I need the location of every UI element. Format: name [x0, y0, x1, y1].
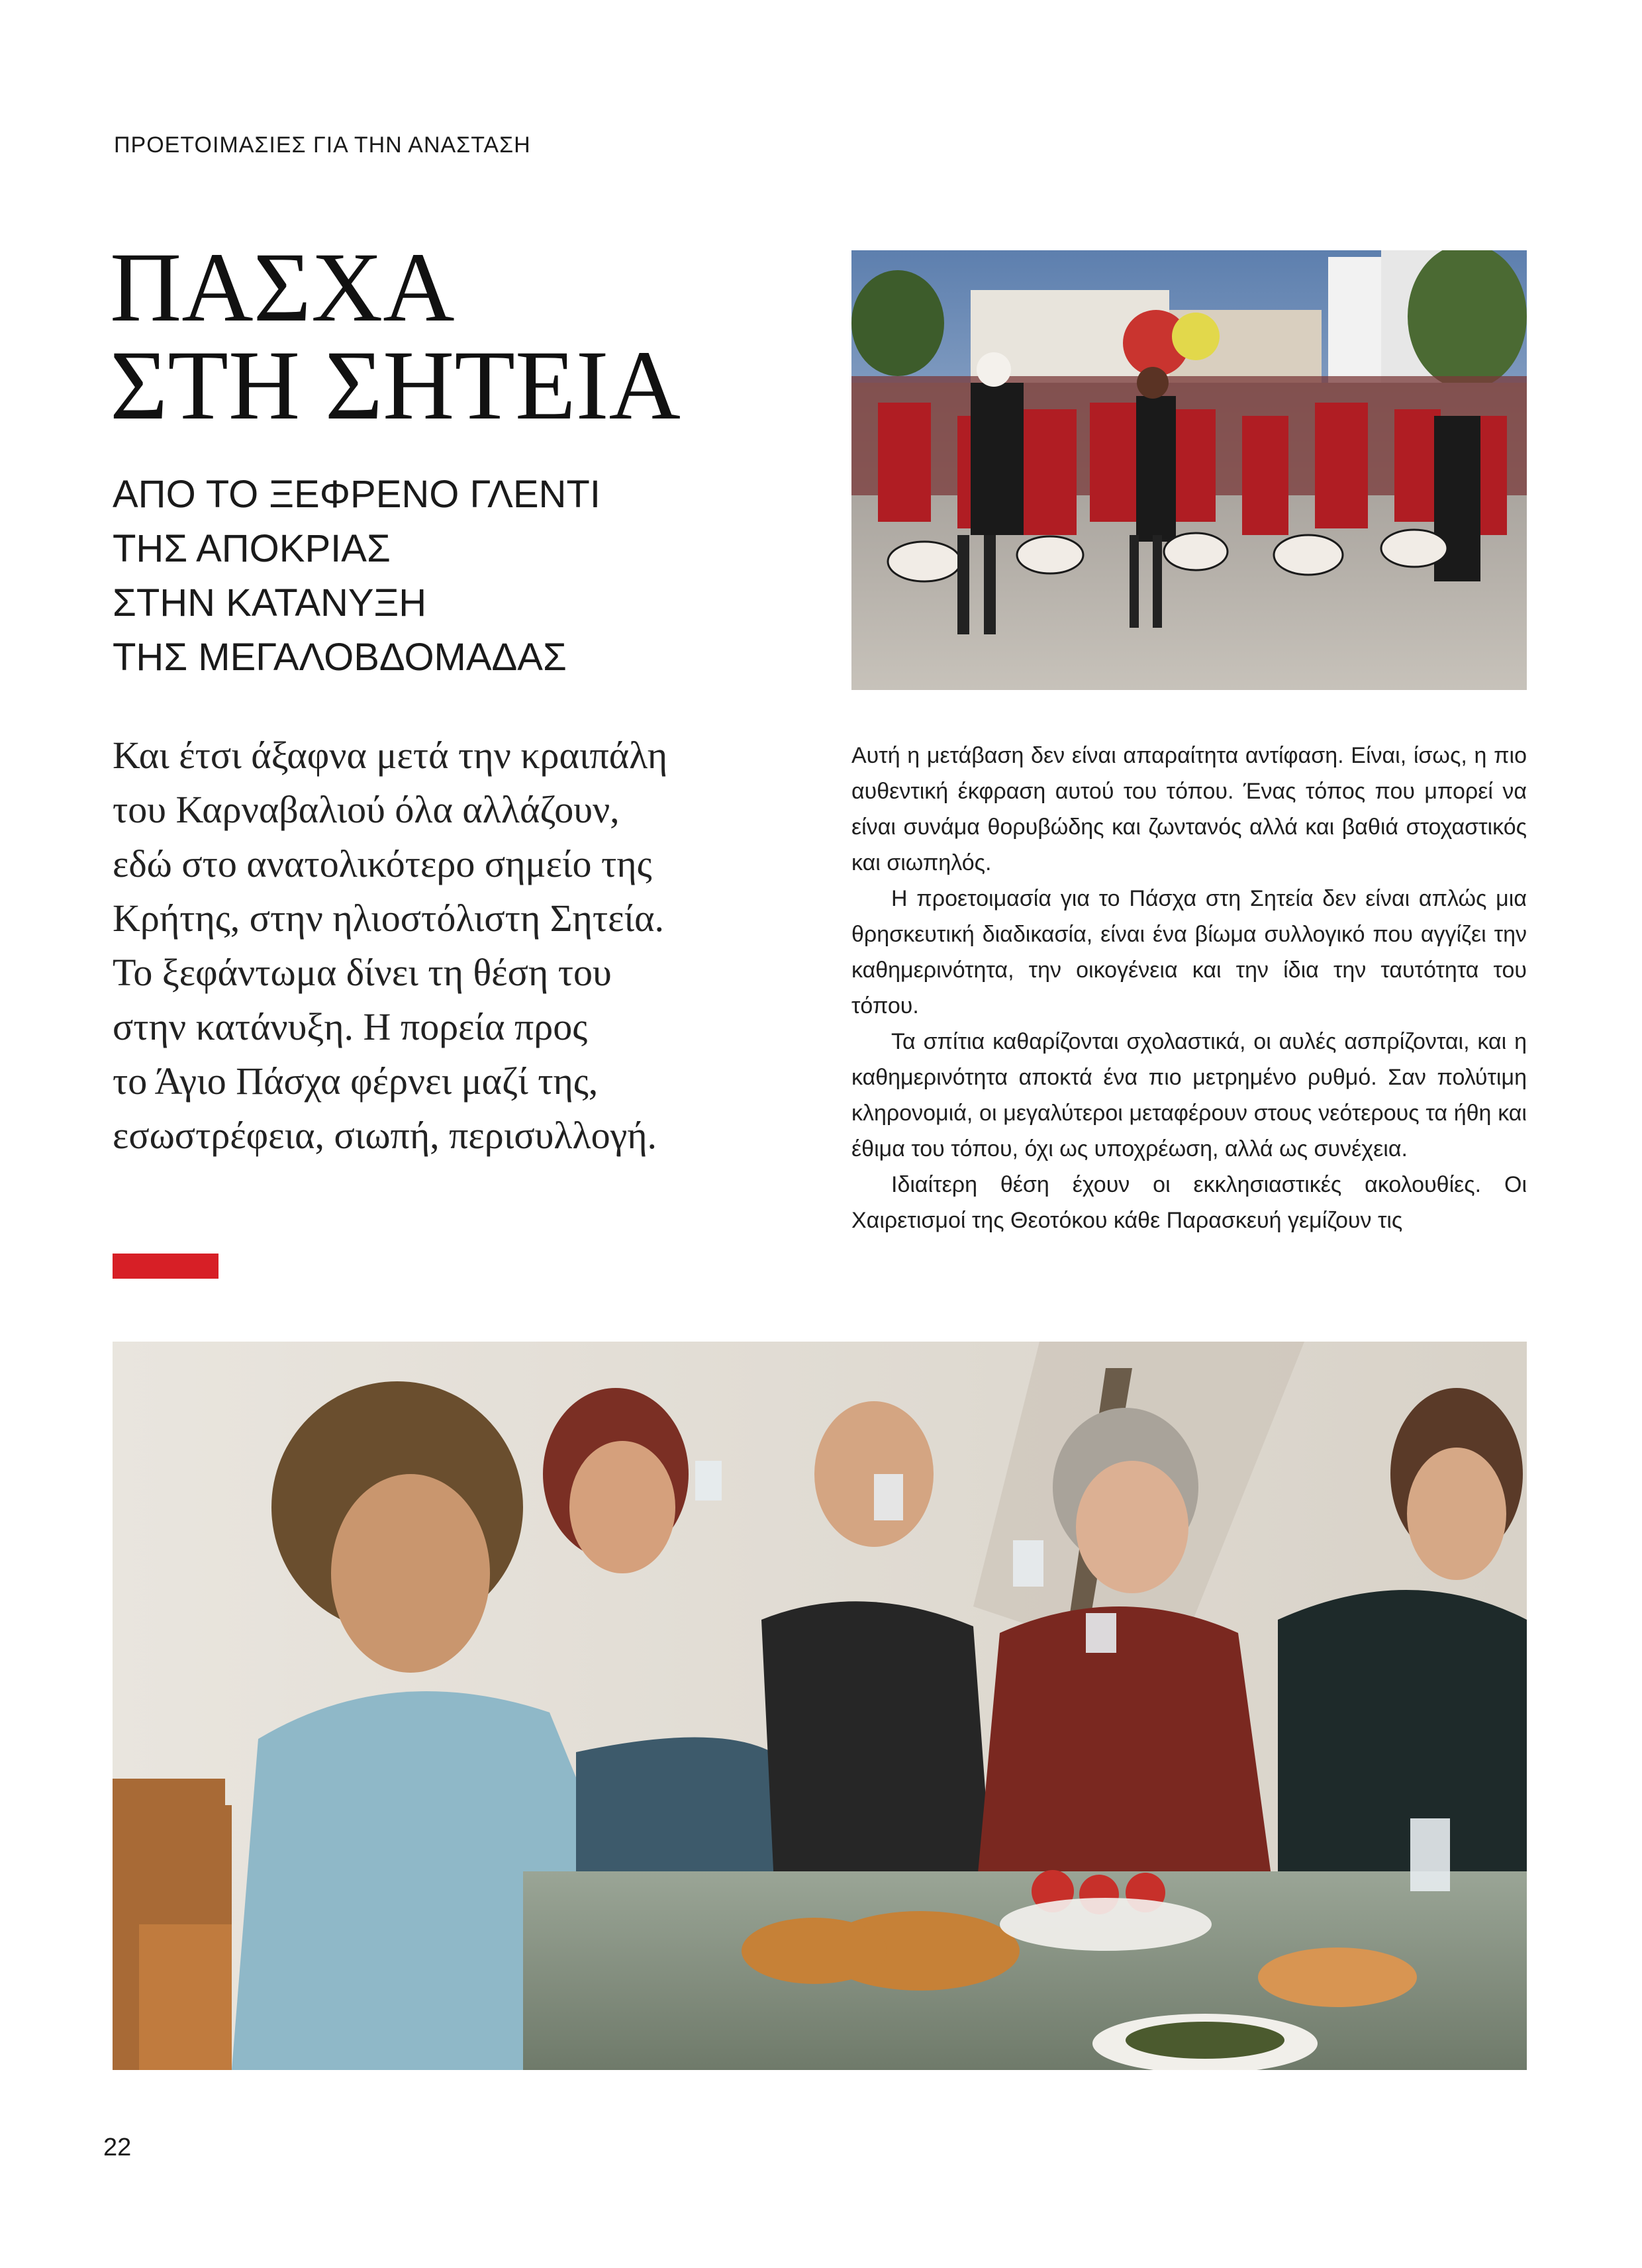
carnival-parade-photo: [851, 250, 1527, 690]
body-paragraph: Αυτή η μετάβαση δεν είναι απαραίτητα αντίφαση. Είναι, ίσως, η πιο αυθεντική έκφραση αυτού του τόπου. Ένας τόπος που μπορεί να είναι συνάμα θορυβώδης και ζωντανός αλλά και βαθιά στοχαστικός και σιωπηλός.: [851, 743, 1527, 875]
body-paragraph: Ιδιαίτερη θέση έχουν οι εκκλησιαστικές ακολουθίες. Οι Χαιρετισμοί της Θεοτόκου κάθε Παρασκευή γεμίζουν τις: [851, 1172, 1527, 1233]
toasting-women-photo: [113, 1342, 1527, 2070]
title-line-1: ΠΑΣΧΑ: [110, 232, 455, 342]
lead-paragraph: [113, 728, 788, 1163]
lead-line: στην κατάνυξη. Η πορεία προς: [113, 1005, 588, 1048]
lead-line: του Καρναβαλιού όλα αλλάζουν,: [113, 788, 620, 831]
subtitle-line: ΣΤΗΝ ΚΑΤΑΝΥΞΗ: [113, 581, 427, 624]
title-line-2: ΣΤΗ ΣΗΤΕΙΑ: [110, 330, 681, 440]
subtitle-line: ΤΗΣ ΜΕΓΑΛΟΒΔΟΜΑΔΑΣ: [113, 636, 567, 679]
lead-line: εδώ στο ανατολικότερο σημείο της: [113, 842, 652, 885]
subtitle-line: ΤΗΣ ΑΠΟΚΡΙΑΣ: [113, 527, 391, 570]
body-column: [851, 738, 1527, 1238]
subtitle: [113, 468, 775, 685]
subtitle-line: ΑΠΟ ΤΟ ΞΕΦΡΕΝΟ ΓΛΕΝΤΙ: [113, 473, 601, 516]
accent-bar: [113, 1254, 218, 1279]
page-title: [110, 232, 681, 440]
lead-line: εσωστρέφεια, σιωπή, περισυλλογή.: [113, 1114, 657, 1157]
body-paragraph: Τα σπίτια καθαρίζονται σχολαστικά, οι αυλές ασπρίζονται, και η καθημερινότητα αποκτά ένα πιο μετρημένο ρυθμό. Σαν πολύτιμη κληρονομιά, οι μεγαλύτεροι μεταφέρουν στους νεότερους τα ήθη και έθιμα του τόπου, όχι ως υποχρέωση, αλλά ως συνέχεια.: [851, 1029, 1527, 1161]
toasting-women-illustration: [113, 1342, 1527, 2070]
lead-line: Κρήτης, στην ηλιοστόλιστη Σητεία.: [113, 897, 664, 940]
body-paragraph: Η προετοιμασία για το Πάσχα στη Σητεία δεν είναι απλώς μια θρησκευτική διαδικασία, είναι ένα βίωμα συλλογικό που αγγίζει την καθημερινότητα, την οικογένεια και την ίδια την ταυτότητα του τόπου.: [851, 886, 1527, 1018]
carnival-parade-illustration: [851, 250, 1527, 690]
lead-line: Το ξεφάντωμα δίνει τη θέση του: [113, 951, 612, 994]
lead-line: το Άγιο Πάσχα φέρνει μαζί της,: [113, 1060, 599, 1103]
lead-line: Και έτσι άξαφνα μετά την κραιπάλη: [113, 734, 668, 777]
section-label: ΠΡΟΕΤΟΙΜΑΣΙΕΣ ΓΙΑ ΤΗΝ ΑΝΑΣΤΑΣΗ: [114, 132, 531, 158]
page-number: 22: [103, 2134, 132, 2161]
